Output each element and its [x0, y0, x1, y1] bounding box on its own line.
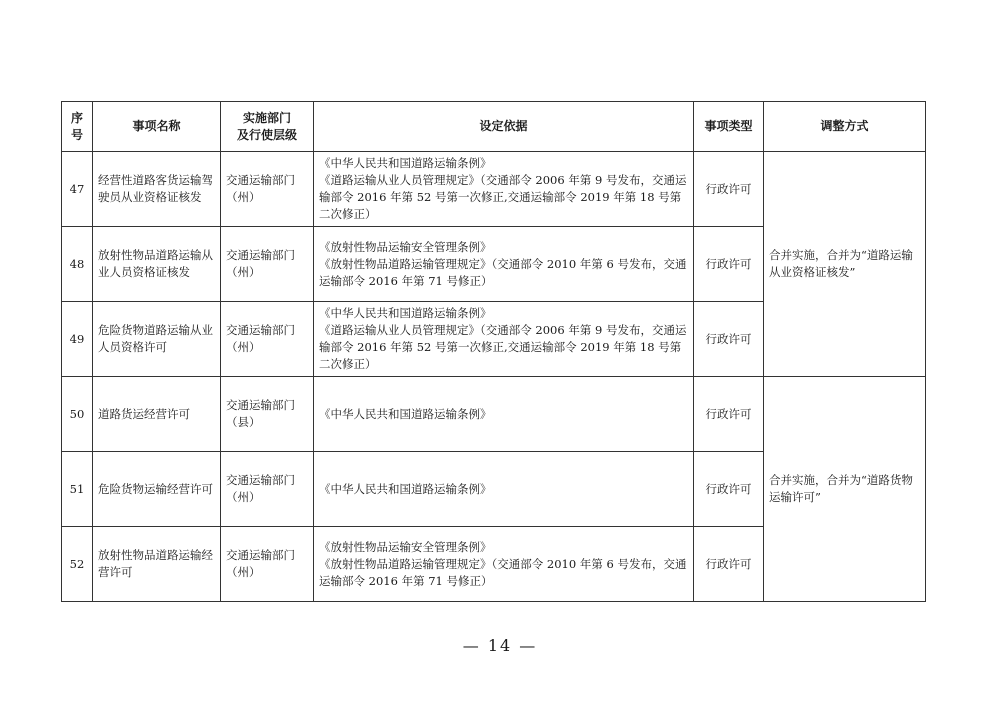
- row-name: 危险货物运输经营许可: [93, 452, 221, 527]
- basis-line: 《放射性物品运输安全管理条例》: [319, 539, 492, 554]
- row-adjust-merged: 合并实施，合并为“道路运输从业资格证核发”: [764, 152, 926, 377]
- row-dept: 交通运输部门（州）: [221, 452, 314, 527]
- header-dept: [221, 102, 314, 152]
- table-header-row: [62, 102, 926, 152]
- row-name: 放射性物品道路运输从业人员资格证核发: [93, 227, 221, 302]
- row-basis: [314, 302, 694, 377]
- basis-line: 《中华人民共和国道路运输条例》: [319, 406, 492, 421]
- table-row: [62, 152, 926, 227]
- row-name: 道路货运经营许可: [93, 377, 221, 452]
- header-basis: 设定依据: [314, 102, 694, 152]
- row-name: 放射性物品道路运输经营许可: [93, 527, 221, 602]
- row-no: 51: [62, 452, 93, 527]
- row-dept: 交通运输部门（州）: [221, 227, 314, 302]
- row-type: 行政许可: [694, 527, 764, 602]
- row-type: 行政许可: [694, 452, 764, 527]
- row-basis: [314, 452, 694, 527]
- row-basis: [314, 377, 694, 452]
- row-basis: [314, 527, 694, 602]
- header-no: 序号: [62, 102, 93, 152]
- basis-line: 《道路运输从业人员管理规定》（交通部令 2006 年第 9 号发布，交通运输部令 2016 年第 52 号第一次修正,交通运输部令 2019 年第 18 号第二次修正）: [319, 173, 687, 221]
- row-no: 52: [62, 527, 93, 602]
- table-row: [62, 377, 926, 452]
- row-no: 47: [62, 152, 93, 227]
- row-type: 行政许可: [694, 152, 764, 227]
- row-type: 行政许可: [694, 227, 764, 302]
- basis-line: 《中华人民共和国道路运输条例》: [319, 306, 492, 320]
- row-no: 48: [62, 227, 93, 302]
- row-dept: 交通运输部门（县）: [221, 377, 314, 452]
- row-type: 行政许可: [694, 302, 764, 377]
- basis-line: 《道路运输从业人员管理规定》（交通部令 2006 年第 9 号发布，交通运输部令 2016 年第 52 号第一次修正,交通运输部令 2019 年第 18 号第二次修正）: [319, 323, 687, 371]
- header-type: 事项类型: [694, 102, 764, 152]
- row-dept: 交通运输部门（州）: [221, 527, 314, 602]
- basis-line: 《中华人民共和国道路运输条例》: [319, 156, 492, 170]
- page-number: — 14 —: [462, 636, 538, 655]
- header-adjust: 调整方式: [764, 102, 926, 152]
- items-table: [61, 101, 926, 602]
- row-type: 行政许可: [694, 377, 764, 452]
- header-dept-line2: 及行使层级: [236, 127, 297, 142]
- row-name: 经营性道路客货运输驾驶员从业资格证核发: [93, 152, 221, 227]
- row-adjust-merged: 合并实施，合并为“道路货物运输许可”: [764, 377, 926, 602]
- row-dept: 交通运输部门（州）: [221, 302, 314, 377]
- basis-line: 《放射性物品道路运输管理规定》（交通部令 2010 年第 6 号发布，交通运输部令 2016 年第 71 号修正）: [319, 556, 687, 588]
- header-dept-line1: 实施部门: [242, 110, 291, 125]
- row-no: 50: [62, 377, 93, 452]
- row-basis: [314, 152, 694, 227]
- row-name: 危险货物道路运输从业人员资格许可: [93, 302, 221, 377]
- basis-line: 《放射性物品道路运输管理规定》（交通部令 2010 年第 6 号发布，交通运输部令 2016 年第 71 号修正）: [319, 256, 687, 288]
- basis-line: 《放射性物品运输安全管理条例》: [319, 239, 492, 254]
- row-dept: 交通运输部门（州）: [221, 152, 314, 227]
- header-name: 事项名称: [93, 102, 221, 152]
- row-no: 49: [62, 302, 93, 377]
- basis-line: 《中华人民共和国道路运输条例》: [319, 481, 492, 496]
- row-basis: [314, 227, 694, 302]
